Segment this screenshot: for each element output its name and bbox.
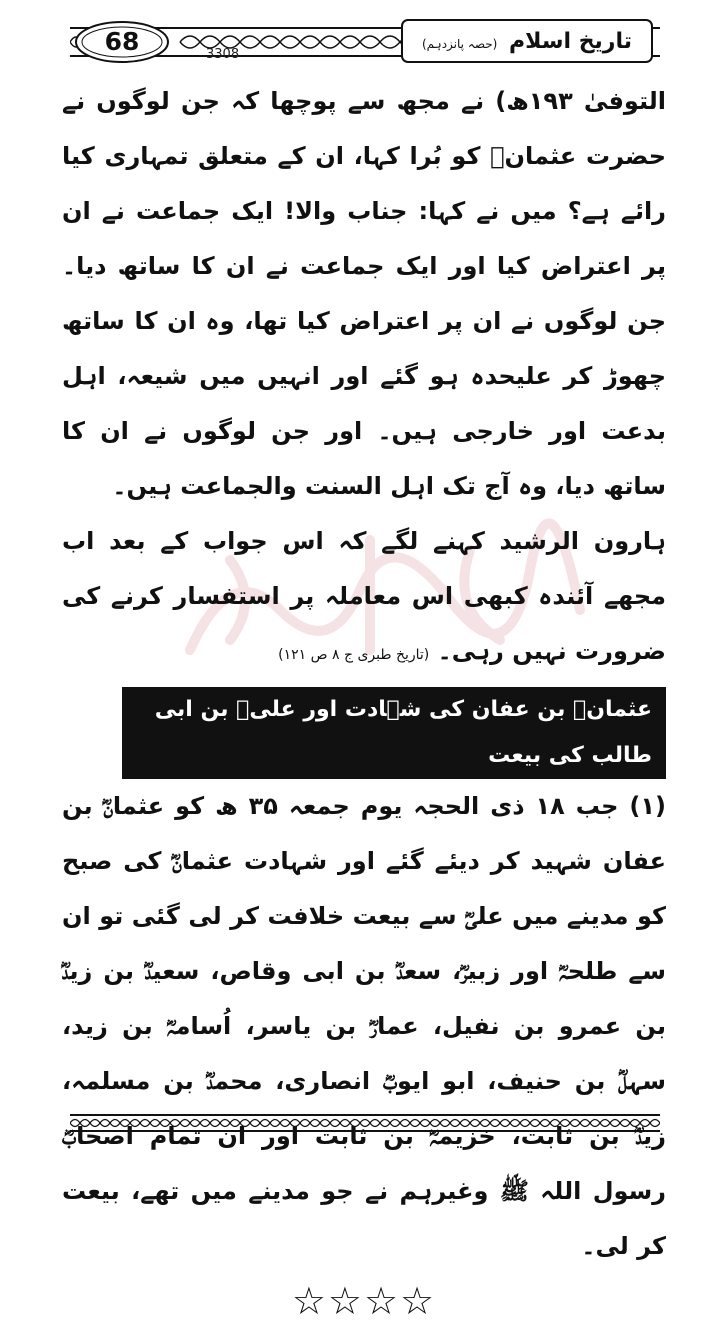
paragraph-1: التوفیٰ ۱۹۳ھ) نے مجھ سے پوچھا کہ جن لوگوں نے حضرت عثمانؓ کو بُرا کہا، ان کے متعلق تمہاری کیا رائے ہے؟ میں نے کہا: جناب والا! ایک جماعت نے ان پر اعتراض کیا اور ایک جماعت نے ان کا ساتھ دیا۔ جن لوگوں نے ان پر اعتراض کیا تھا، وہ ان کا ساتھ چھوڑ کر علیحدہ ہو گئے اور انہیں میں شیعہ، اہل بدعت اور خارجی ہیں۔ اور جن لوگوں نے ان کا ساتھ دیا، وہ آج تک اہل السنت والجماعت ہیں۔ [62,87,666,500]
page-number: 68 [104,27,140,56]
page-content [62,74,666,1324]
paragraph-3: (۱) جب ۱۸ ذی الحجہ یوم جمعہ ۳۵ ھ کو عثمانؓ بن عفان شہید کر دیئے گئے اور شہادت عثمانؓ کی صبح کو مدینے میں علیؓ سے بیعت خلافت کر لی گئی تو ان سے طلحہؓ اور زبیرؓ، سعدؓ بن ابی وقاص، سعیدؓ بن زیدؓ بن عمرو بن نفیل، عمارؓ بن یاسر، اُسامہؓ بن زید، سہلؓ بن حنیف، ابو ایوبؓ انصاری، محمدؓ بن مسلمہ، زیدؓ بن ثابت، خزیمہؓ بن ثابت اور ان تمام اصحابؓ رسول اللہ ﷺ وغیرہم نے جو مدینے میں تھے، بیعت کر لی۔ [62,792,667,1260]
paragraph-2 [62,514,666,683]
section-heading: عثمانؓ بن عفان کی شہادت اور علیؓ بن ابی طالب کی بیعت [122,687,666,779]
book-title-text: تاریخ اسلام [509,29,632,54]
book-part-label: (حصہ پانزدہم) [422,37,498,51]
citation: (تاریخ طبری ج ۸ ص ۱۲۱) [278,647,430,663]
paragraph-2-text: ہارون الرشید کہنے لگے کہ اس جواب کے بعد اب مجھے آئندہ کبھی اس معاملہ پر استفسار کرنے کی ضرورت نہیں رہی۔ [62,527,666,665]
book-title [406,21,648,63]
reference-number: 3308 [206,47,240,62]
end-marker-stars: ☆☆☆☆ [291,1279,437,1323]
page-header [70,12,660,64]
section-heading-row [62,687,666,768]
